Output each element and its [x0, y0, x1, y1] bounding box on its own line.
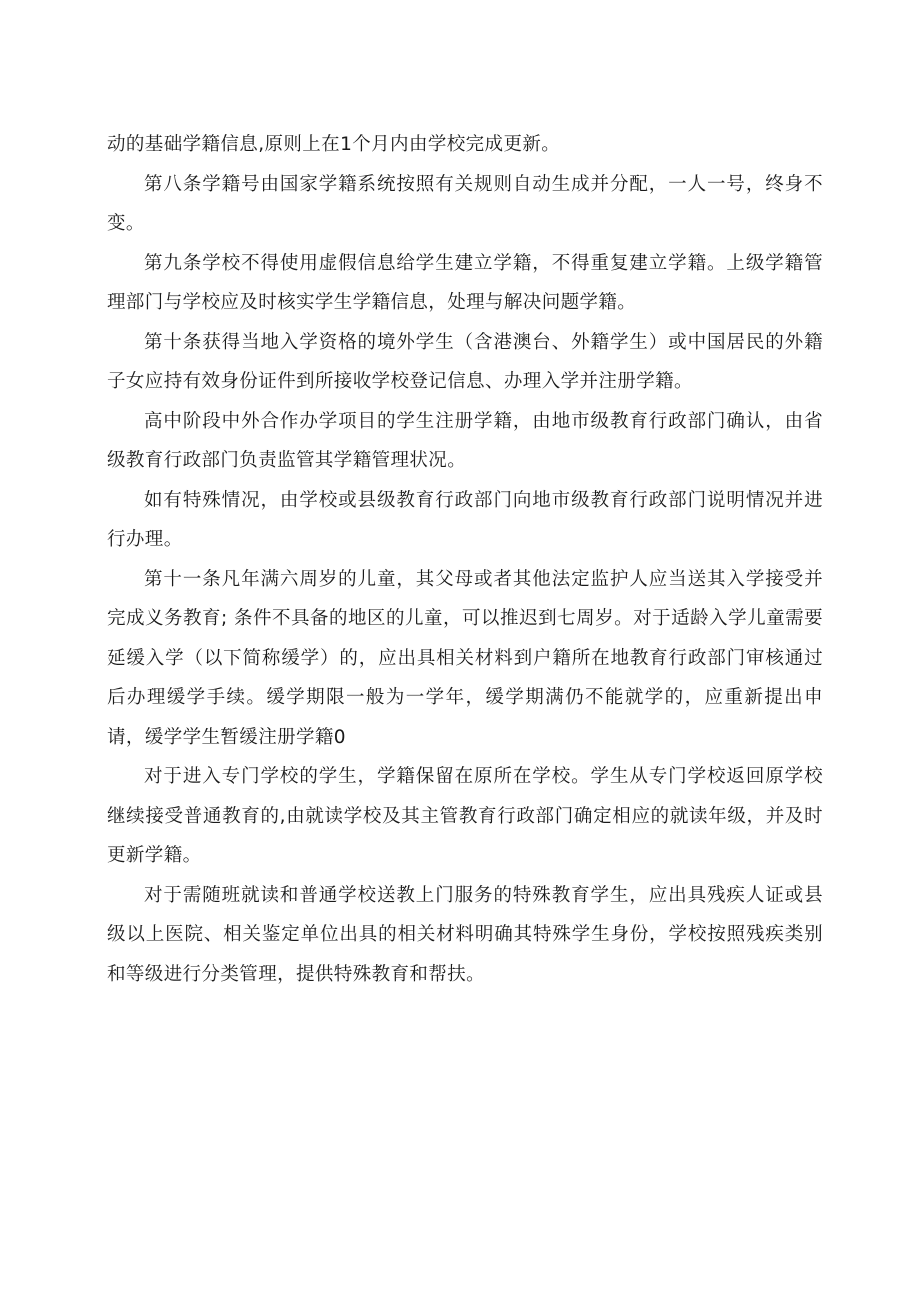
paragraph-continuation: 动的基础学籍信息,原则上在1个月内由学校完成更新。: [107, 134, 561, 155]
paragraph-article-9: 第九条学校不得使用虚假信息给学生建立学籍，不得重复建立学籍。上级学籍管理部门与学校应及时核实学生学籍信息，处理与解决问题学籍。: [107, 252, 823, 313]
paragraph-article-8: 第八条学籍号由国家学籍系统按照有关规则自动生成并分配，一人一号，终身不变。: [107, 173, 823, 234]
paragraph-special-education: 对于需随班就读和普通学校送教上门服务的特殊教育学生，应出具残疾人证或县级以上医院、相关鉴定单位出具的相关材料明确其特殊学生身份，学校按照残疾类别和等级进行分类管理，提供特殊教育和帮扶。: [107, 884, 823, 985]
paragraph-special-circumstances: 如有特殊情况，由学校或县级教育行政部门向地市级教育行政部门说明情况并进行办理。: [107, 489, 823, 550]
paragraph-high-school-cooperation: 高中阶段中外合作办学项目的学生注册学籍，由地市级教育行政部门确认，由省级教育行政部门负责监管其学籍管理状况。: [107, 410, 823, 471]
paragraph-special-schools: 对于进入专门学校的学生，学籍保留在原所在学校。学生从专门学校返回原学校继续接受普通教育的,由就读学校及其主管教育行政部门确定相应的就读年级，并及时更新学籍。: [107, 766, 823, 866]
paragraph-article-10: 第十条获得当地入学资格的境外学生（含港澳台、外籍学生）或中国居民的外籍子女应持有效身份证件到所接收学校登记信息、办理入学并注册学籍。: [107, 331, 823, 392]
paragraph-article-11: 第十一条凡年满六周岁的儿童，其父母或者其他法定监护人应当送其入学接受并完成义务教育; 条件不具备的地区的儿童，可以推迟到七周岁。对于适龄入学儿童需要延缓入学（以下简称缓学）的，应出具相关材料到户籍所在地教育行政部门审核通过后办理缓学手续。缓学期限一般为一学年，缓学期满仍不能就学的，应重新提出申请，缓学学生暂缓注册学籍0: [107, 568, 823, 748]
document-body: [107, 125, 823, 994]
